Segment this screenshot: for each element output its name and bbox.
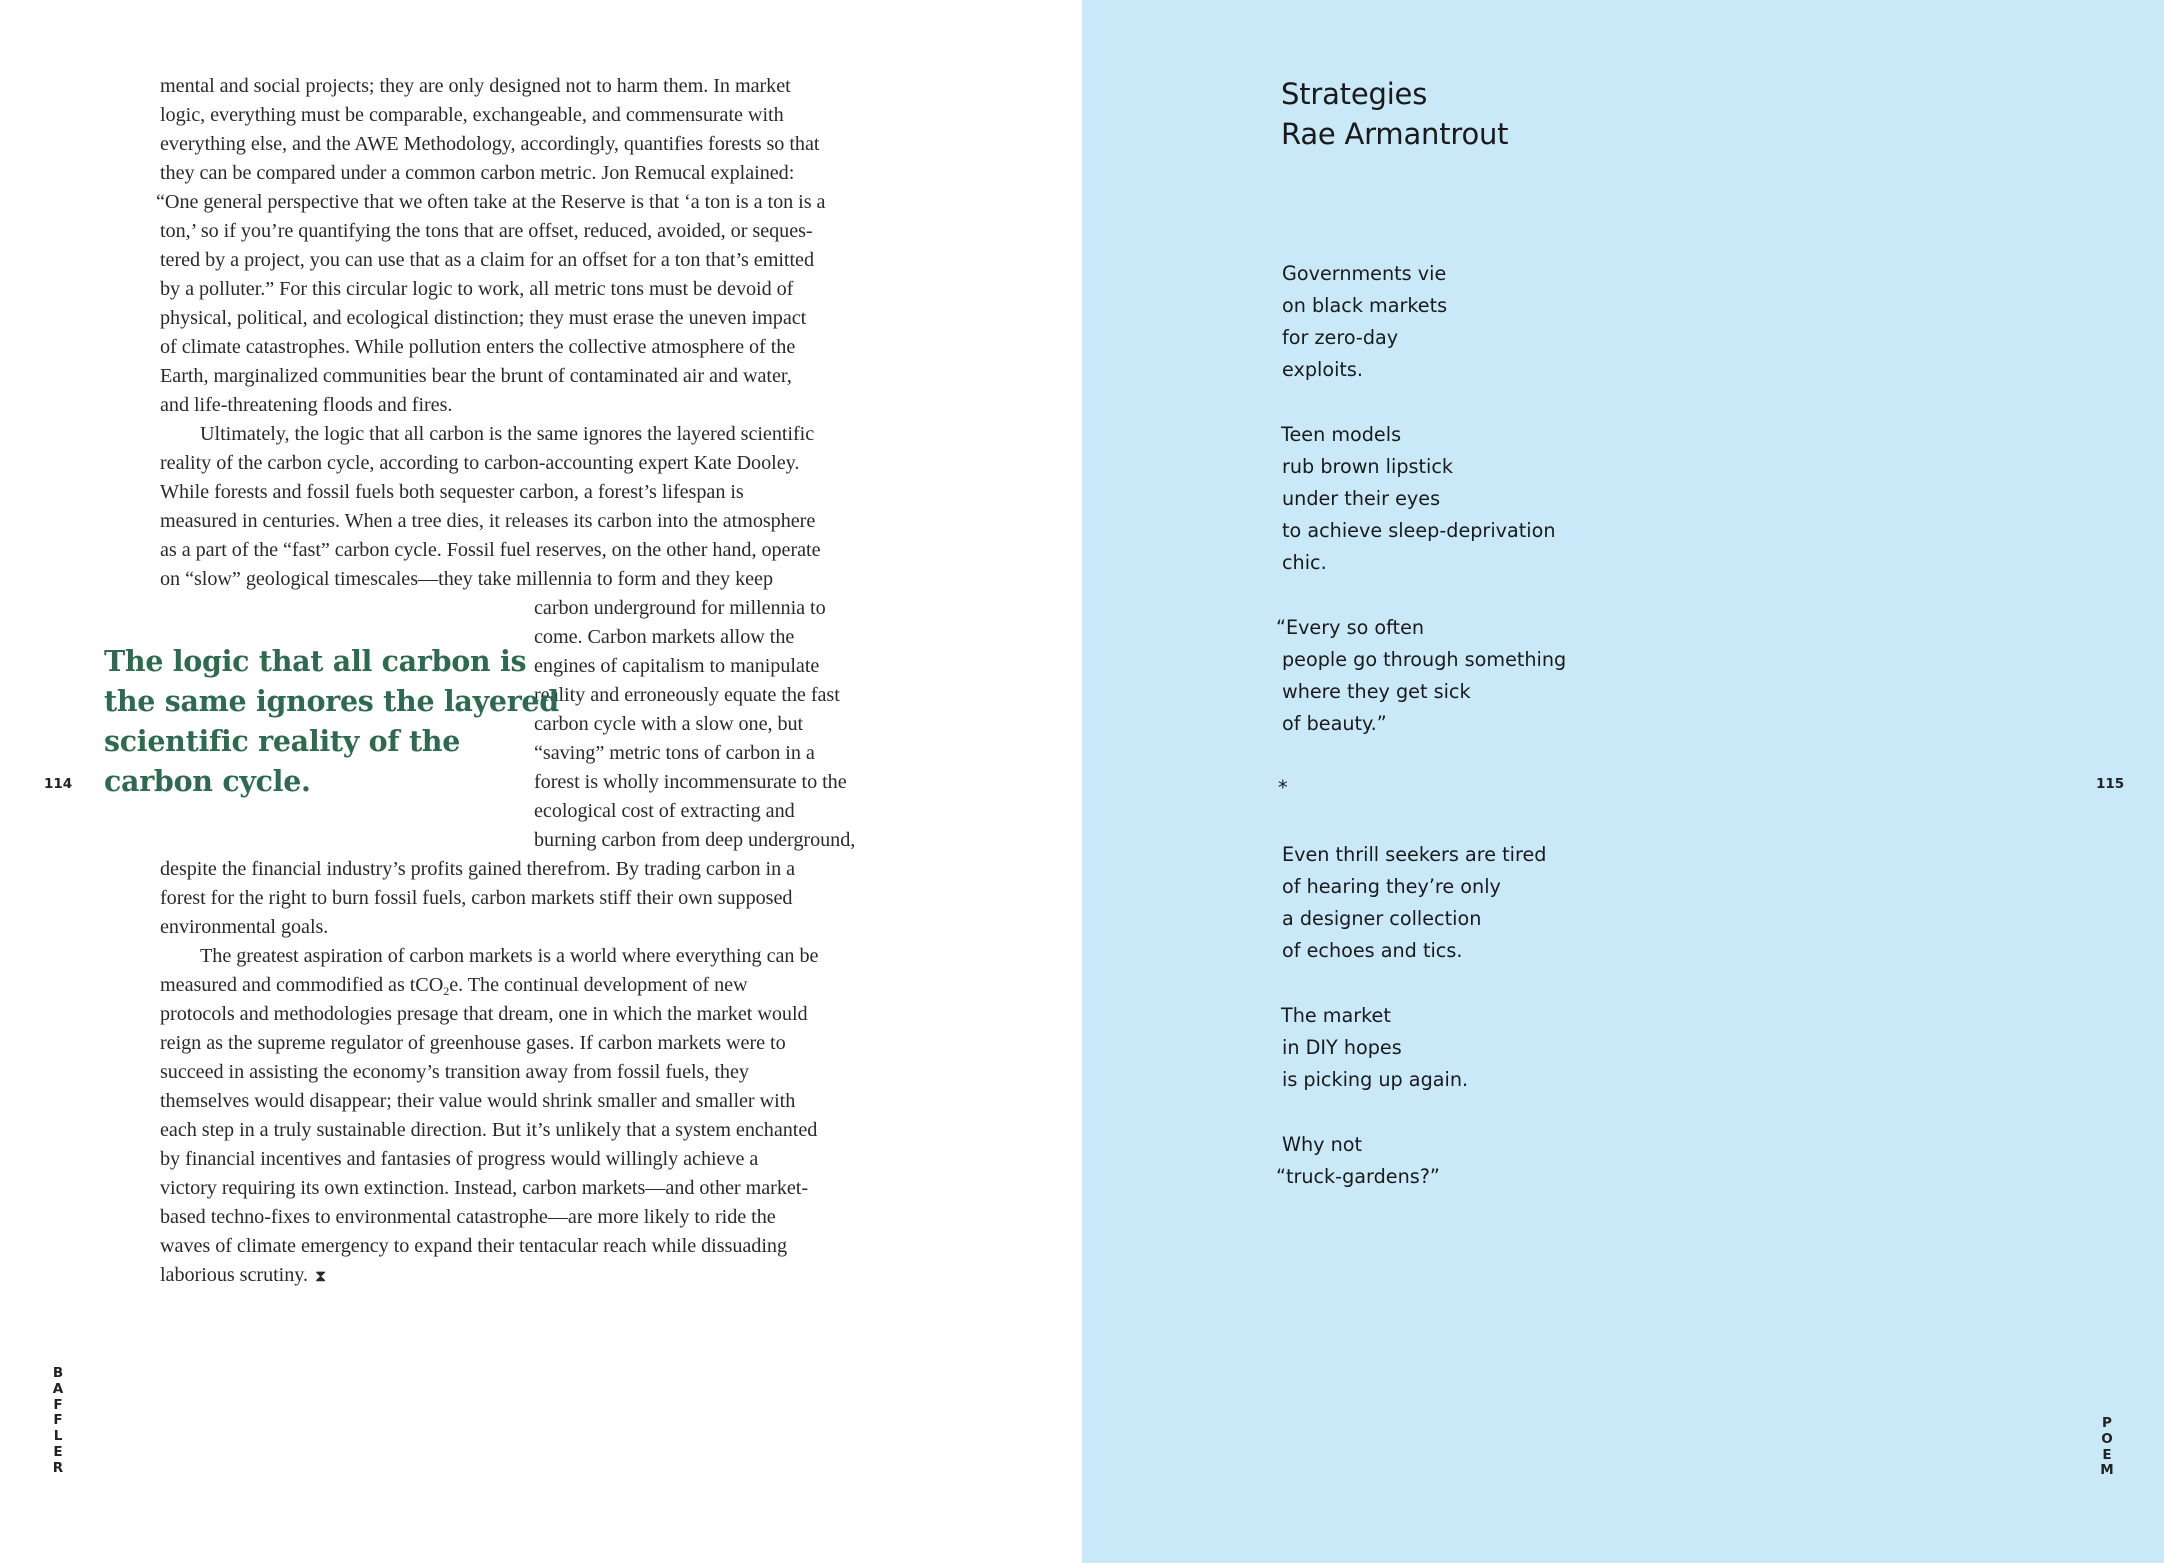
magazine-label-vertical [48, 1366, 68, 1477]
pull-quote [104, 641, 559, 801]
poem-line: of hearing they’re only [1282, 875, 1501, 898]
article-line: everything else, and the AWE Methodology, accordingly, quantifies forests so that [160, 133, 820, 155]
article-line: themselves would disappear; their value would shrink smaller and smaller with [160, 1090, 796, 1112]
pull-quote-line: the same ignores the layered [104, 684, 559, 718]
poem-line: on black markets [1282, 294, 1448, 317]
article-line: on “slow” geological timescales—they take millennia to form and they keep [160, 568, 773, 590]
vertical-label-letter: A [52, 1380, 64, 1397]
article-line: forest is wholly incommensurate to the [534, 771, 847, 793]
poem-line: a designer collection [1282, 907, 1482, 930]
article-line: carbon cycle with a slow one, but [534, 713, 804, 735]
poem-line: Even thrill seekers are tired [1282, 843, 1547, 866]
article-text: e. The continual development of new [449, 974, 748, 996]
poem-line: chic. [1282, 551, 1327, 574]
poem-line: “Every so often [1276, 616, 1425, 639]
vertical-label-letter: P [2102, 1415, 2112, 1431]
article-line: based techno-fixes to environmental catastrophe—are more likely to ride the [160, 1206, 776, 1228]
article-line: While forests and fossil fuels both sequester carbon, a forest’s lifespan is [160, 481, 744, 503]
poem-line: Why not [1282, 1133, 1363, 1156]
right-page [1082, 0, 2164, 1563]
pull-quote-line: scientific reality of the [104, 724, 461, 758]
poem-title: Strategies [1281, 77, 1428, 111]
article-line: as a part of the “fast” carbon cycle. Fossil fuel reserves, on the other hand, operate [160, 539, 821, 561]
article-line: “One general perspective that we often take at the Reserve is that ‘a ton is a ton is a [156, 191, 826, 213]
poem-line: Governments vie [1282, 262, 1447, 285]
article-line: by financial incentives and fantasies of progress would willingly achieve a [160, 1148, 759, 1170]
article-line: mental and social projects; they are only designed not to harm them. In market [160, 75, 791, 97]
vertical-label-letter: E [53, 1443, 63, 1460]
article-line: of climate catastrophes. While pollution enters the collective atmosphere of the [160, 336, 796, 358]
vertical-label-letter: B [52, 1365, 64, 1381]
poem-line: Teen models [1281, 423, 1402, 446]
vertical-label-letter: F [53, 1412, 63, 1429]
vertical-label-letter: E [2102, 1446, 2112, 1463]
article-line: waves of climate emergency to expand their tentacular reach while dissuading [160, 1235, 788, 1257]
article-line: ecological cost of extracting and [534, 800, 795, 822]
article-line: forest for the right to burn fossil fuels, carbon markets stiff their own supposed [160, 887, 793, 909]
poem-line: “truck-gardens?” [1276, 1165, 1440, 1188]
article-line: and life-threatening floods and fires. [160, 394, 453, 416]
article-line: The greatest aspiration of carbon markets is a world where everything can be [200, 945, 819, 967]
poem-line: rub brown lipstick [1282, 455, 1454, 478]
article-text: laborious scrutiny. [160, 1264, 309, 1286]
poem-line: exploits. [1282, 358, 1364, 381]
poem-author: Rae Armantrout [1281, 117, 1509, 151]
article-line: by a polluter.” For this circular logic to work, all metric tons must be devoid of [160, 278, 794, 300]
vertical-label-letter: O [2101, 1430, 2113, 1447]
article-line: protocols and methodologies presage that dream, one in which the market would [160, 1003, 808, 1025]
article-line: victory requiring its own extinction. Instead, carbon markets—and other market- [160, 1177, 809, 1199]
article-line: reality of the carbon cycle, according to carbon-accounting expert Kate Dooley. [160, 452, 800, 474]
vertical-label-letter: L [53, 1428, 63, 1445]
article-line: despite the financial industry’s profits gained therefrom. By trading carbon in a [160, 858, 796, 880]
pull-quote-line: carbon cycle. [104, 764, 311, 798]
poem-line: in DIY hopes [1282, 1036, 1402, 1059]
article-line: logic, everything must be comparable, exchangeable, and commensurate with [160, 104, 784, 126]
article-line: each step in a truly sustainable direction. But it’s unlikely that a system enchanted [160, 1119, 818, 1141]
article-line [160, 1261, 326, 1291]
vertical-label-letter: R [52, 1459, 64, 1476]
article-line: reality and erroneously equate the fast [534, 684, 840, 706]
article-line: Ultimately, the logic that all carbon is the same ignores the layered scientific [200, 423, 815, 445]
poem-line: to achieve sleep-deprivation [1282, 519, 1556, 542]
poem-line: of beauty.” [1282, 712, 1387, 735]
article-line: ton,’ so if you’re quantifying the tons that are offset, reduced, avoided, or seques- [160, 220, 813, 242]
section-label-vertical [2097, 1416, 2117, 1479]
article-line: succeed in assisting the economy’s transition away from fossil fuels, they [160, 1061, 749, 1083]
article-line: environmental goals. [160, 916, 329, 938]
poem-line: * [1278, 776, 1288, 799]
article-line: engines of capitalism to manipulate [534, 655, 820, 677]
poem-line: The market [1281, 1004, 1391, 1027]
pull-quote-line: The logic that all carbon is [104, 644, 527, 678]
article-line: Earth, marginalized communities bear the brunt of contaminated air and water, [160, 365, 792, 387]
article-line: physical, political, and ecological distinction; they must erase the uneven impact [160, 307, 807, 329]
vertical-label-letter: M [2100, 1462, 2114, 1479]
subscript: 2 [443, 984, 450, 998]
article-line: reign as the supreme regulator of greenhouse gases. If carbon markets were to [160, 1032, 786, 1054]
article-line: “saving” metric tons of carbon in a [534, 742, 815, 764]
article-line: measured in centuries. When a tree dies, it releases its carbon into the atmosphere [160, 510, 816, 532]
page-number-left: 114 [44, 776, 73, 792]
article-line: carbon underground for millennia to [534, 597, 826, 619]
article-line: come. Carbon markets allow the [534, 626, 795, 648]
end-mark-icon: ⧗ [315, 1268, 327, 1285]
poem-line: under their eyes [1282, 487, 1441, 510]
article-line: they can be compared under a common carbon metric. Jon Remucal explained: [160, 162, 795, 184]
poem-line: for zero-day [1282, 326, 1399, 349]
page-number-right: 115 [2096, 776, 2125, 792]
poem-line: people go through something [1282, 648, 1567, 671]
article-line: tered by a project, you can use that as a claim for an offset for a ton that’s emitted [160, 249, 814, 271]
article-line: burning carbon from deep underground, [534, 829, 856, 851]
vertical-label-letter: F [53, 1396, 63, 1413]
poem-line: of echoes and tics. [1282, 939, 1463, 962]
poem-heading [1281, 74, 1508, 154]
article-text: measured and commodified as tCO [160, 974, 444, 996]
poem-line: is picking up again. [1282, 1068, 1469, 1091]
poem-line: where they get sick [1282, 680, 1471, 703]
